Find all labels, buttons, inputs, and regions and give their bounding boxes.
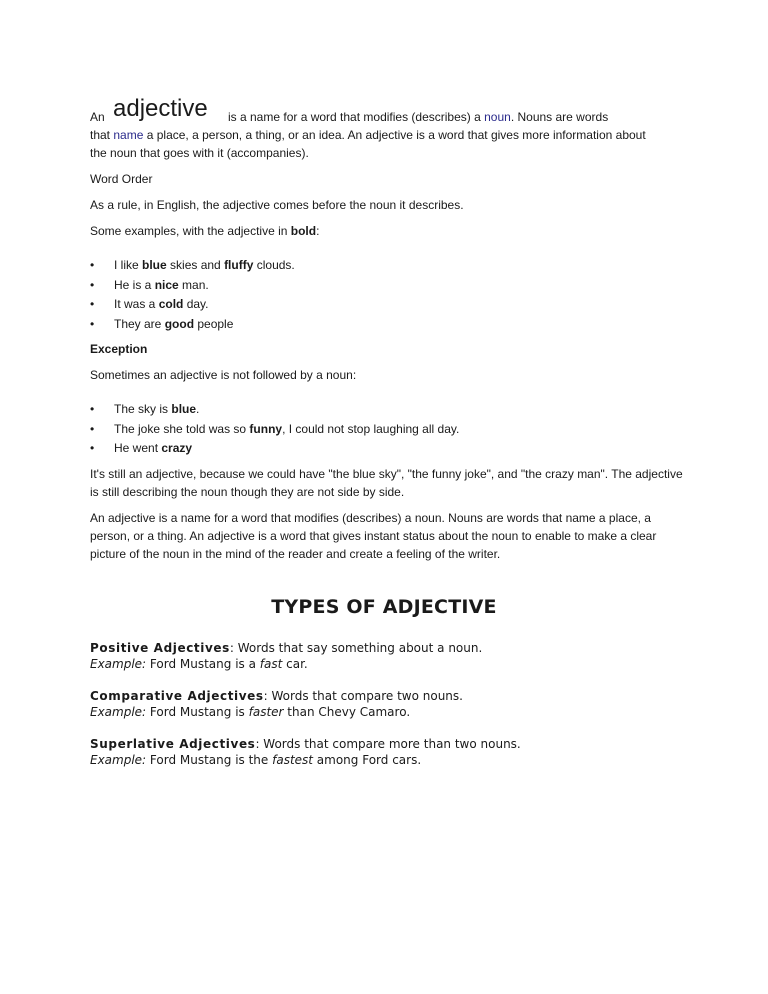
definition-paragraph: An adjective is a name for a word that modifies (describes) a noun. Nouns are words that name a place, a person, or a thing. An adjective is a word that gives instant status about the noun to enable to make a clear picture of the noun in the mind of the reader and create a feeling of the writer. — [90, 510, 657, 561]
intro-text-2: a place, a person, a thing, or an idea. An adjective is a word that gives more information about — [143, 128, 646, 142]
type-desc: : Words that compare more than two nouns. — [255, 737, 521, 751]
intro-an: An — [90, 110, 105, 124]
intro-text-1b: . Nouns are words — [510, 110, 609, 124]
types-title: TYPES OF ADJECTIVE — [271, 596, 497, 618]
example-label: Example: — [90, 705, 147, 719]
list-item: • He went crazy — [90, 439, 690, 459]
type-desc: : Words that compare two nouns. — [263, 689, 463, 703]
examples-list — [90, 256, 690, 334]
intro-line-1 — [228, 108, 608, 126]
intro-first-line — [90, 88, 690, 126]
examples-intro — [90, 222, 690, 240]
exception-intro: Sometimes an adjective is not followed by a noun: — [90, 368, 357, 382]
exceptions-list — [90, 400, 690, 459]
intro-big-word: adjective — [113, 95, 208, 122]
noun-link[interactable]: noun — [484, 110, 511, 124]
intro-line-3: the noun that goes with it (accompanies). — [90, 146, 309, 160]
intro-text-1a: is a name for a word that modifies (describes) a — [228, 110, 485, 124]
type-comparative: Comparative Adjectives: Words that compare two nouns. Example: Ford Mustang is faster than Chevy Camaro. — [90, 689, 463, 719]
name-link[interactable]: name — [113, 128, 144, 142]
type-superlative: Superlative Adjectives: Words that compare more than two nouns. Example: Ford Mustang is the fastest among Ford cars. — [90, 737, 521, 767]
intro-that: that — [90, 128, 114, 142]
type-term: Superlative Adjectives — [90, 737, 256, 751]
list-item: • The joke she told was so funny, I could not stop laughing all day. — [90, 420, 690, 440]
rule-text: As a rule, in English, the adjective comes before the noun it describes. — [90, 198, 464, 212]
list-item: • He is a nice man. — [90, 276, 690, 296]
type-positive: Positive Adjectives: Words that say something about a noun. Example: Ford Mustang is a fast car. — [90, 641, 483, 671]
type-term: Positive Adjectives — [90, 641, 230, 655]
examples-intro-end: : — [316, 224, 320, 238]
example-word: fastest — [272, 753, 313, 767]
example-word: faster — [248, 705, 284, 719]
intro-line-2 — [90, 126, 690, 144]
example-label: Example: — [90, 657, 147, 671]
example-label: Example: — [90, 753, 147, 767]
exception-heading: Exception — [90, 342, 148, 356]
list-item: • The sky is blue. — [90, 400, 690, 420]
type-term: Comparative Adjectives — [90, 689, 264, 703]
examples-intro-text: Some examples, with the adjective in — [90, 224, 291, 238]
list-item: • It was a cold day. — [90, 295, 690, 315]
type-desc: : Words that say something about a noun. — [229, 641, 483, 655]
word-order-heading: Word Order — [90, 172, 153, 186]
still-adjective-paragraph: It's still an adjective, because we could have "the blue sky", "the funny joke", and "the crazy man". The adjective is still describing the noun though they are not side by side. — [90, 466, 683, 499]
types-section — [90, 640, 690, 784]
document-body — [90, 88, 690, 563]
list-item: • They are good people — [90, 315, 690, 335]
example-word: fast — [259, 657, 283, 671]
examples-intro-bold: bold — [290, 224, 317, 238]
list-item: • I like blue skies and fluffy clouds. — [90, 256, 690, 276]
